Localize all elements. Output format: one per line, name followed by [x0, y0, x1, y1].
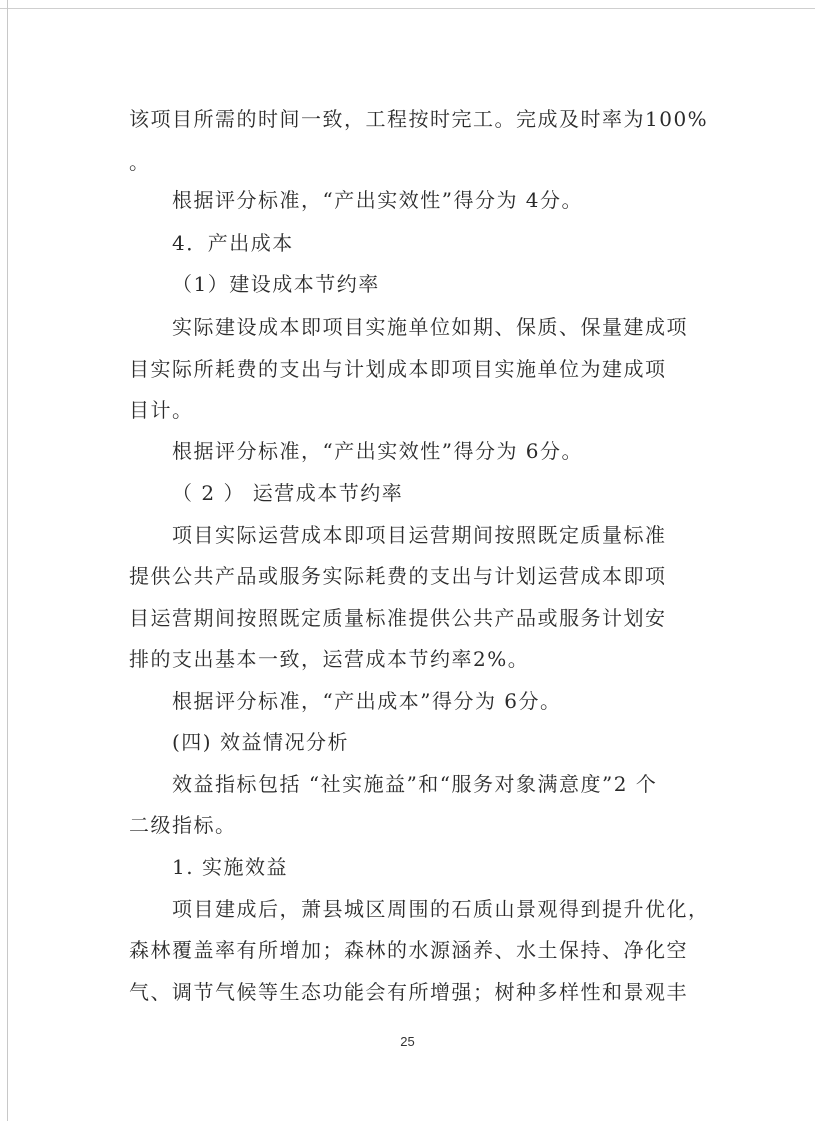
- section-heading-benefit-analysis: (四) 效益情况分析: [172, 730, 349, 754]
- text-line-13: 目运营期间按照既定质量标准提供公共产品或服务计划安: [129, 606, 667, 630]
- text-line-6: 实际建设成本即项目实施单位如期、保质、保量建成项: [172, 315, 688, 339]
- text-line-14: 排的支出基本一致，运营成本节约率2%。: [129, 647, 530, 671]
- text-line-18: 二级指标。: [129, 813, 237, 837]
- text-line-1: 该项目所需的时间一致，工程按时完工。完成及时率为100%: [129, 107, 709, 131]
- text-line-15: 根据评分标准，“产出成本”得分为 6分。: [172, 689, 562, 713]
- text-line-2: 。: [129, 150, 151, 174]
- text-line-12: 提供公共产品或服务实际耗费的支出与计划运营成本即项: [129, 564, 667, 588]
- text-line-8: 目计。: [129, 398, 194, 422]
- text-line-21: 森林覆盖率有所增加；森林的水源涵养、水土保持、净化空: [129, 938, 688, 962]
- subheading-operating-cost: （ 2 ） 运营成本节约率: [172, 481, 404, 505]
- text-line-9: 根据评分标准，“产出实效性”得分为 6分。: [172, 439, 584, 463]
- subheading-implementation-benefit: 1. 实施效益: [172, 855, 288, 879]
- text-line-20: 项目建成后，萧县城区周围的石质山景观得到提升优化，: [172, 897, 710, 921]
- text-line-3: 根据评分标准，“产出实效性”得分为 4分。: [172, 188, 584, 212]
- text-line-11: 项目实际运营成本即项目运营期间按照既定质量标准: [172, 523, 667, 547]
- text-line-22: 气、调节气候等生态功能会有所增强；树种多样性和景观丰: [129, 980, 688, 1004]
- text-line-17: 效益指标包括 “社实施益”和“服务对象满意度”2 个: [172, 772, 658, 796]
- page-number: 25: [400, 1034, 415, 1049]
- section-heading-output-cost: 4．产出成本: [172, 231, 294, 255]
- text-line-7: 目实际所耗费的支出与计划成本即项目实施单位为建成项: [129, 357, 667, 381]
- subheading-construction-cost: （1）建设成本节约率: [172, 272, 380, 296]
